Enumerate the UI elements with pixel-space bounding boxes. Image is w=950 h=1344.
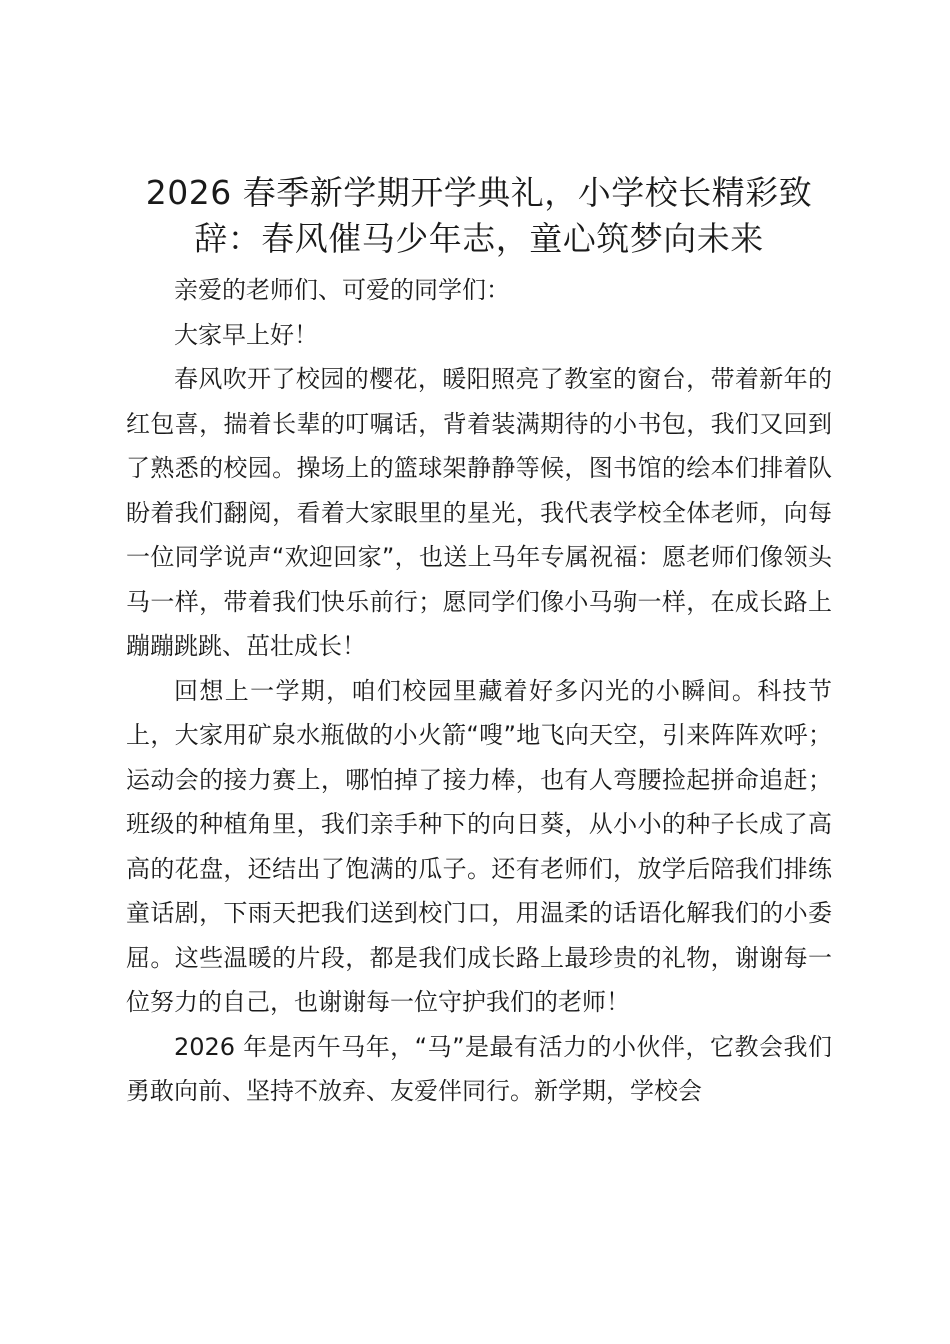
body-paragraph: 春风吹开了校园的樱花，暖阳照亮了教室的窗台，带着新年的红包喜，揣着长辈的叮嘱话，背着装满期待的小书包，我们又回到了熟悉的校园。操场上的篮球架静静等候，图书馆的绘本们排着队盼着我们翻阅，看着大家眼里的星光，我代表学校全体老师，向每一位同学说声“欢迎回家”，也送上马年专属祝福：愿老师们像领头马一样，带着我们快乐前行；愿同学们像小马驹一样，在成长路上蹦蹦跳跳、茁壮成长！ [126,365,832,660]
body-paragraph: 回想上一学期，咱们校园里藏着好多闪光的小瞬间。科技节上，大家用矿泉水瓶做的小火箭“嗖”地飞向天空，引来阵阵欢呼；运动会的接力赛上，哪怕掉了接力棒，也有人弯腰捡起拼命追赶；班级的种植角里，我们亲手种下的向日葵，从小小的种子长成了高高的花盘，还结出了饱满的瓜子。还有老师们，放学后陪我们排练童话剧，下雨天把我们送到校门口，用温柔的话语化解我们的小委屈。这些温暖的片段，都是我们成长路上最珍贵的礼物，谢谢每一位努力的自己，也谢谢每一位守护我们的老师！ [126,676,832,1016]
document-title: 2026 春季新学期开学典礼，小学校长精彩致辞：春风催马少年志，童心筑梦向未来 [145,173,813,258]
salutation-paragraph: 亲爱的老师们、可爱的同学们： [174,276,510,304]
greeting-paragraph: 大家早上好！ [174,320,318,349]
body-paragraph: 2026 年是丙午马年，“马”是最有活力的小伙伴，它教会我们勇敢向前、坚持不放弃、友爱伴同行。新学期，学校会 [126,1032,832,1105]
document-body [126,268,832,1114]
